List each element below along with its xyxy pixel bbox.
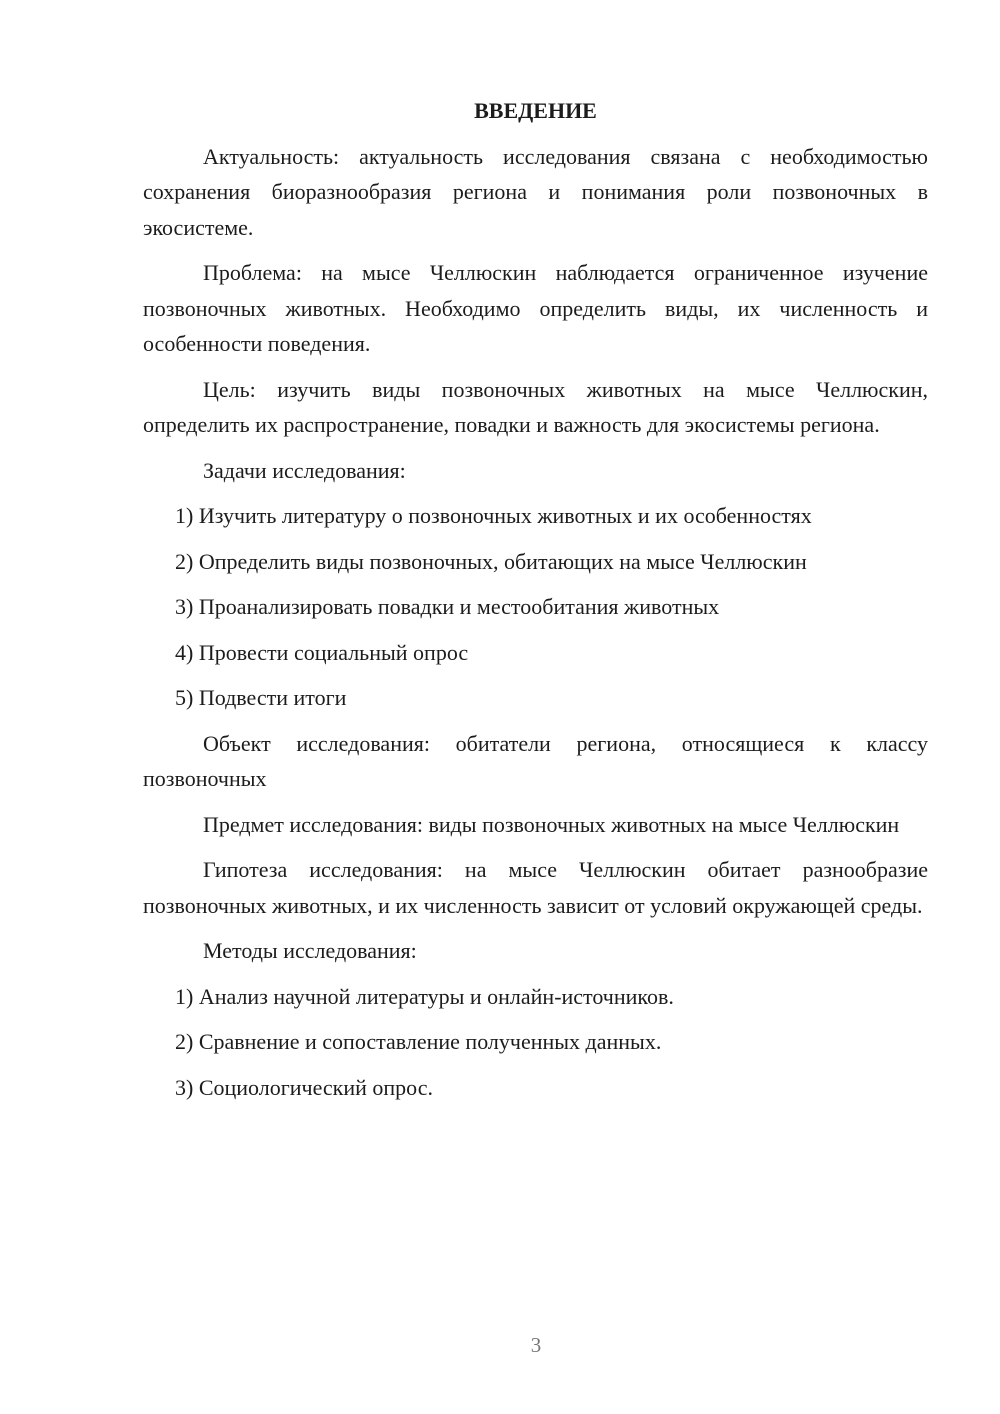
list-item: 1) Изучить литературу о позвоночных животных и их особенностях	[175, 503, 812, 528]
relevance-paragraph: Актуальность: актуальность исследования связана с необходимостью сохранения биоразнообразия региона и понимания роли позвоночных в экосистеме.	[143, 143, 928, 240]
hypothesis-paragraph: Гипотеза исследования: на мысе Челлюскин обитает разнообразие позвоночных животных, и их численность зависит от условий окружающей среды.	[143, 857, 928, 918]
methods-list	[143, 979, 928, 1106]
goal-paragraph: Цель: изучить виды позвоночных животных на мысе Челлюскин, определить их распространение, повадки и важность для экосистемы региона.	[143, 376, 928, 437]
subject-paragraph: Предмет исследования: виды позвоночных животных на мысе Челлюскин	[203, 811, 900, 837]
object-paragraph: Объект исследования: обитатели региона, относящиеся к классу позвоночных	[143, 730, 928, 791]
page-number: 3	[530, 1333, 542, 1357]
list-item: 3) Социологический опрос.	[175, 1074, 433, 1100]
tasks-heading: Задачи исследования:	[203, 457, 406, 483]
list-item: 2) Определить виды позвоночных, обитающих на мысе Челлюскин	[175, 548, 807, 574]
methods-heading: Методы исследования:	[203, 938, 417, 963]
section-title: ВВЕДЕНИЕ	[474, 98, 597, 123]
list-item: 4) Провести социальный опрос	[175, 639, 469, 665]
list-item: 5) Подвести итоги	[175, 685, 347, 710]
document-page	[143, 93, 928, 1115]
problem-paragraph: Проблема: на мысе Челлюскин наблюдается ограниченное изучение позвоночных животных. Необходимо определить виды, их численность и особенности поведения.	[143, 260, 928, 356]
list-item: 3) Проанализировать повадки и местообитания животных	[175, 594, 720, 619]
tasks-list	[143, 498, 928, 716]
list-item: 2) Сравнение и сопоставление полученных данных.	[175, 1029, 662, 1054]
list-item: 1) Анализ научной литературы и онлайн-источников.	[175, 983, 674, 1009]
